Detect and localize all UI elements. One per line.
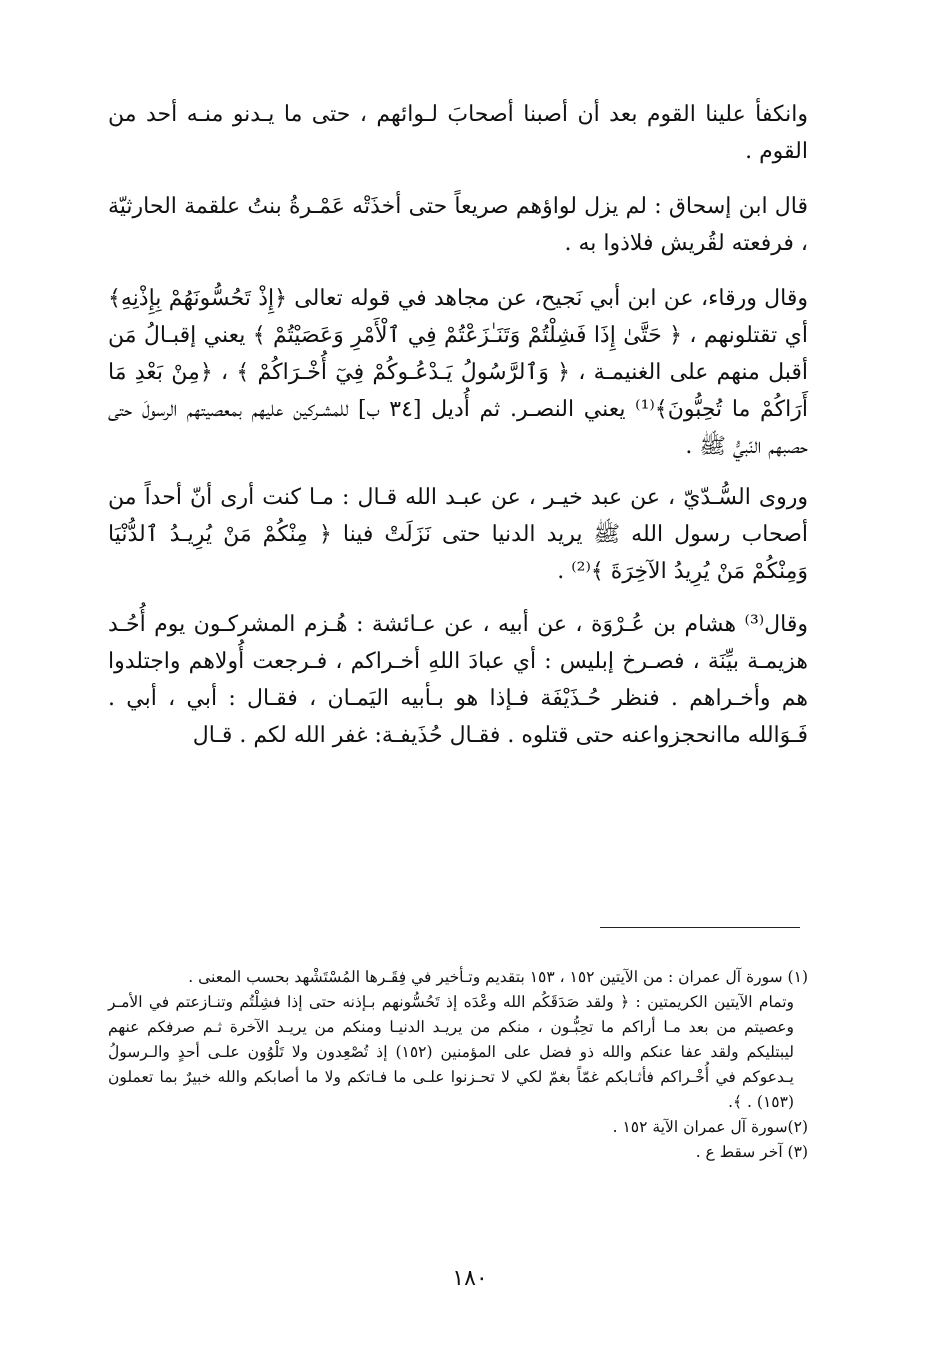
paragraph: وقال⁽³⁾ هشام بن عُـرْوَة ، عن أبيه ، عن عـائشة : هُـزم المشركـون يوم أُحُـد هزيمـة بيِّنَة ، فصـرخ إبليس : أي عبادَ اللهِ أخـراكم ، فـرجعت أُولاهم واجتلدوا هم وأخـراهم . فنظر حُـذَيْفَة فـإذا هو بـأبيه اليَمـان ، فقـال : أبي ، أبي . فَـوَالله ماانحجزواعنه حتى قتلوه . فقـال حُذَيفـة: غفر الله لكم . قـال: [108, 612, 808, 748]
main-text: [108, 96, 808, 754]
paragraph: قال ابن إسحاق : لم يزل لواؤهم صريعاً حتى أخذَتْه عَمْـرةُ بنتُ علقمة الحارثيّة ، فرفعته لقُريش فلاذوا به .: [108, 194, 808, 256]
footnotes: [108, 965, 808, 1165]
footnote-separator: [600, 927, 800, 928]
paragraph: وانكفأ علينا القوم بعد أن أصبنا أصحابَ لـوائهم ، حتى ما يـدنو منـه أحد من القوم .: [108, 102, 808, 164]
page-number: ١٨٠: [452, 1266, 488, 1291]
footnote: (٣) آخر سقط ع .: [695, 1143, 808, 1161]
paragraph: وروى السُّـدّيّ ، عن عبد خيـر ، عن عبـد الله قـال : مـا كنت أرى أنّ أحداً من أصحاب رسول الله ﷺ يريد الدنيا حتى نَزَلَتْ فينا ﴿ مِنْكُمْ مَنْ يُرِيـدُ ٱلدُّنْيَا وَمِنْكُمْ مَنْ يُرِيدُ الآخِرَةَ ﴾⁽²⁾ .: [108, 485, 808, 584]
footnote: (١) سورة آل عمران : من الآيتين ١٥٢ ، ١٥٣ بتقديم وتـأخير في فِقَـرها المُسْتَشْهد بحسب المعنى .: [188, 968, 808, 986]
paragraph: وقال ورقاء، عن ابن أبي نَجيح، عن مجاهد في قوله تعالى ﴿إِذْ تَحُسُّونَهُمْ بِإِذْنِهِ﴾ أي تقتلونهم ، ﴿ حَتَّىٰ إِذَا فَشِلْتُمْ وَتَنَـٰزَعْتُمْ فِي ٱلْأَمْرِ وَعَصَيْتُمْ ﴾ يعني إقبـالُ مَن أقبل منهم على الغنيمـة ، ﴿ وَٱلرَّسُولُ يَـدْعُـوكُمْ فِيٓ أُخْـرَاكُمْ ﴾ ، ﴿مِنْ بَعْدِ مَا أَرَاكُمْ ما تُحِبُّونَ﴾⁽¹⁾ يعني النصـر. ثم أُديل [٣٤ ب] للمشـركين عليهم بمعصيتهم الرسولَ حتى حصبهم النّبيُّ ﷺ .: [108, 286, 808, 459]
footnote: وتمام الآيتين الكريمتين : ﴿ ولقد صَدَقَكُم الله وعْدَه إذ تَحُسُّونهم بـإذنه حتى إذا فشِلْتُم وتنـازعتم في الأمـر وعصيتم من بعد مـا أراكم ما تحِبُّـون ، منكم من يريـد الدنيـا ومنكم من يريـد الآخرة ثـم صرفكم عنهم ليبتليكم ولقد عفا عنكم والله ذو فضل على المؤمنين (١٥٢) إذ تُصْعِدون ولا تَلْوُون علـى أحدٍ والـرسولُ يـدعوكم في أُخْـراكم فأثـابكم غمّاً بغمّ لكي لا تحـزنوا علـى ما فـاتكم ولا ما أصابكم والله خبيرٌ بما تعملون (١٥٣) . ﴾.: [108, 993, 795, 1111]
footnote: (٢)سورة آل عمران الآية ١٥٢ .: [612, 1118, 808, 1136]
